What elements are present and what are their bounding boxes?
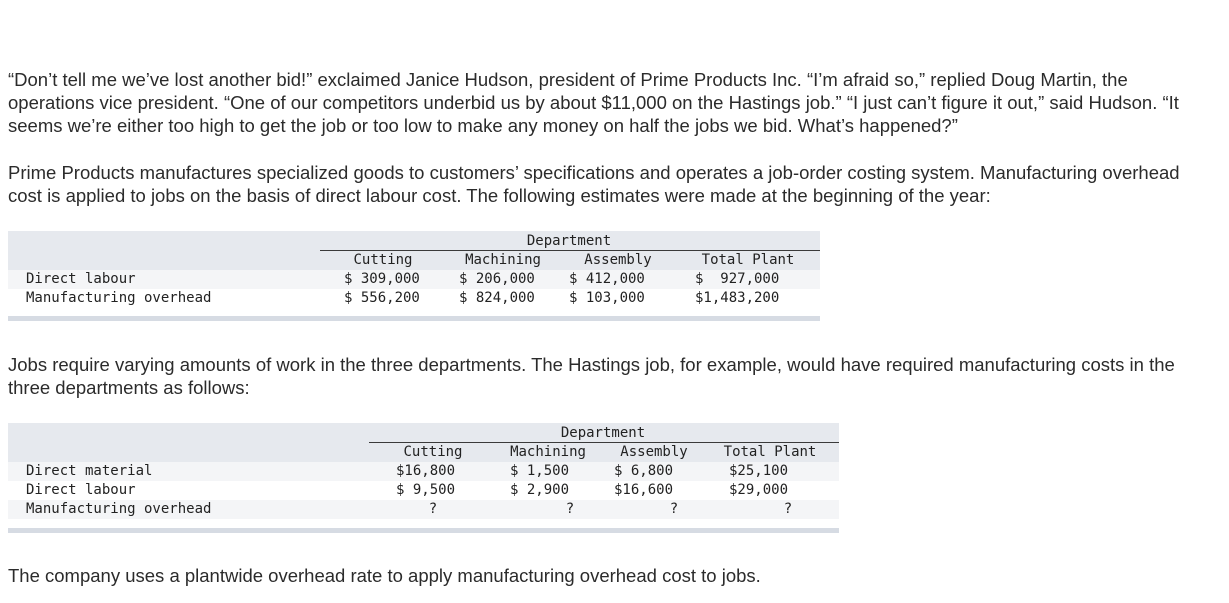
estimates-table: [8, 231, 820, 323]
company-description-paragraph: Prime Products manufactures specialized goods to customers’ specifications and operates a job-order costing system. Manufacturing overhead cost is applied to jobs on the basis of direct labour cost. The following estimates were made at the beginning of the year:: [8, 162, 1180, 206]
cell-total-plant: $29,000: [729, 482, 789, 498]
col-header-total-plant: Total Plant: [723, 444, 817, 460]
cell-total-plant: $ 927,000: [695, 271, 780, 287]
department-group-header: Department: [526, 233, 612, 249]
cell-total-plant: $25,100: [729, 463, 789, 479]
plantwide-rate-paragraph: The company uses a plantwide overhead rate to apply manufacturing overhead cost to jobs.: [8, 565, 761, 586]
col-header-total-plant: Total Plant: [701, 252, 795, 268]
cell-machining: $ 206,000: [459, 271, 535, 287]
hastings-job-paragraph: Jobs require varying amounts of work in the three departments. The Hastings job, for example, would have required manufacturing costs in the three departments as follows:: [8, 354, 1175, 398]
cell-cutting: $16,800: [396, 463, 456, 479]
cell-total-plant: ?: [783, 501, 793, 517]
cell-total-plant: $1,483,200: [695, 290, 780, 306]
col-header-cutting: Cutting: [403, 444, 463, 460]
row-label: Manufacturing overhead: [26, 290, 212, 306]
cell-assembly: $16,600: [614, 482, 674, 498]
table-footer-rule: [8, 528, 839, 533]
cell-machining: $ 1,500: [510, 463, 570, 479]
row-label: Direct material: [26, 463, 153, 479]
col-header-assembly: Assembly: [620, 444, 688, 460]
cell-cutting: $ 309,000: [344, 271, 420, 287]
table-row: [8, 481, 839, 500]
row-label: Direct labour: [26, 271, 136, 287]
col-header-cutting: Cutting: [353, 252, 413, 268]
cell-machining: $ 824,000: [459, 290, 535, 306]
col-header-machining: Machining: [510, 444, 586, 460]
cell-machining: ?: [565, 501, 575, 517]
cell-cutting: $ 556,200: [344, 290, 420, 306]
cell-machining: $ 2,900: [510, 482, 570, 498]
hastings-job-table: [8, 423, 839, 535]
cell-assembly: ?: [669, 501, 679, 517]
col-header-machining: Machining: [465, 252, 541, 268]
row-label: Manufacturing overhead: [26, 501, 212, 517]
table-row: [8, 500, 839, 519]
table-row: [8, 270, 820, 289]
table-row: [8, 289, 820, 308]
cell-assembly: $ 6,800: [614, 463, 674, 479]
cell-cutting: $ 9,500: [396, 482, 456, 498]
row-label: Direct labour: [26, 482, 136, 498]
table-footer-rule: [8, 316, 820, 321]
cell-assembly: $ 103,000: [569, 290, 645, 306]
cell-assembly: $ 412,000: [569, 271, 645, 287]
cell-cutting: ?: [428, 501, 438, 517]
col-header-assembly: Assembly: [584, 252, 652, 268]
intro-paragraph: “Don’t tell me we’ve lost another bid!” exclaimed Janice Hudson, president of Prime Products Inc. “I’m afraid so,” replied Doug Martin, the operations vice president. “One of our competitors underbid us by about $11,000 on the Hastings job.” “I just can’t figure it out,” said Hudson. “It seems we’re either too high to get the job or too low to make any money on half the jobs we bid. What’s happened?”: [8, 69, 1179, 136]
table-row: [8, 462, 839, 481]
department-group-header: Department: [560, 425, 646, 441]
